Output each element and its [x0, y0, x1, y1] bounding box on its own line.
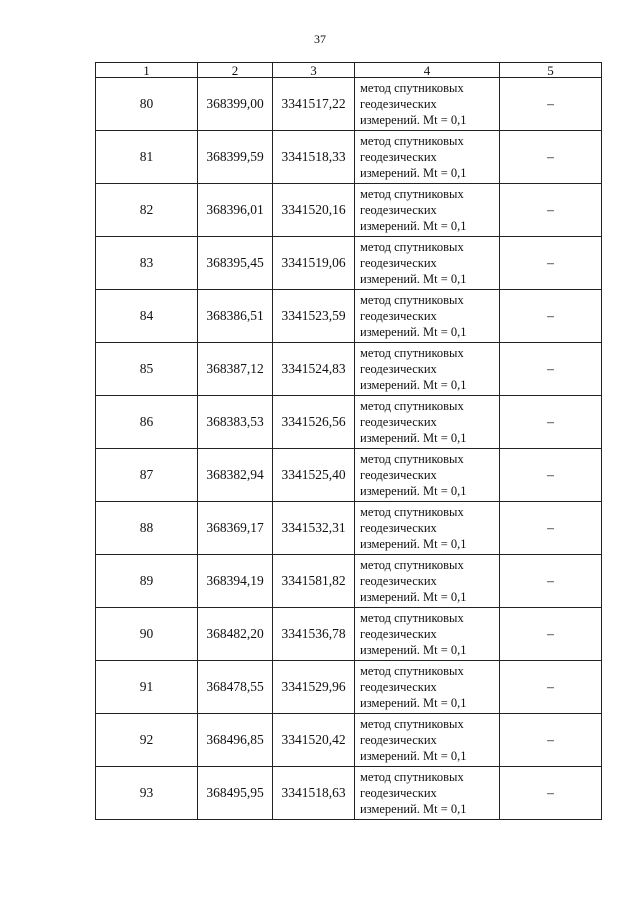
note-cell: – — [500, 343, 602, 396]
coord-x: 368382,94 — [198, 449, 273, 502]
header-col-2: 2 — [198, 63, 273, 78]
coord-y: 3341518,63 — [273, 767, 355, 820]
method-line: метод спутниковых — [360, 293, 464, 307]
method-line: метод спутниковых — [360, 558, 464, 572]
coord-y: 3341517,22 — [273, 78, 355, 131]
point-number: 84 — [96, 290, 198, 343]
coord-x: 368482,20 — [198, 608, 273, 661]
method-line: измерений. Mt = 0,1 — [360, 749, 467, 763]
note-cell: – — [500, 237, 602, 290]
method-line: геодезических — [360, 680, 437, 694]
point-number: 92 — [96, 714, 198, 767]
coord-y: 3341526,56 — [273, 396, 355, 449]
method-line: геодезических — [360, 627, 437, 641]
coord-y: 3341519,06 — [273, 237, 355, 290]
method-line: метод спутниковых — [360, 346, 464, 360]
table-row — [96, 396, 602, 449]
method-description — [355, 78, 500, 131]
method-line: измерений. Mt = 0,1 — [360, 484, 467, 498]
method-line: геодезических — [360, 256, 437, 270]
method-description — [355, 502, 500, 555]
point-number: 90 — [96, 608, 198, 661]
coord-x: 368396,01 — [198, 184, 273, 237]
method-line: геодезических — [360, 97, 437, 111]
coord-x: 368495,95 — [198, 767, 273, 820]
note-cell: – — [500, 290, 602, 343]
method-line: измерений. Mt = 0,1 — [360, 166, 467, 180]
coord-y: 3341520,42 — [273, 714, 355, 767]
method-line: метод спутниковых — [360, 611, 464, 625]
method-description — [355, 714, 500, 767]
point-number: 83 — [96, 237, 198, 290]
method-line: геодезических — [360, 733, 437, 747]
coord-x: 368399,00 — [198, 78, 273, 131]
header-col-1: 1 — [96, 63, 198, 78]
coord-y: 3341524,83 — [273, 343, 355, 396]
method-description — [355, 661, 500, 714]
method-description — [355, 608, 500, 661]
table-header-row — [96, 63, 602, 78]
table-row — [96, 661, 602, 714]
method-line: измерений. Mt = 0,1 — [360, 431, 467, 445]
method-line: измерений. Mt = 0,1 — [360, 537, 467, 551]
point-number: 89 — [96, 555, 198, 608]
method-line: геодезических — [360, 150, 437, 164]
note-cell: – — [500, 714, 602, 767]
coord-y: 3341536,78 — [273, 608, 355, 661]
point-number: 82 — [96, 184, 198, 237]
table-row — [96, 502, 602, 555]
table-row — [96, 449, 602, 502]
point-number: 86 — [96, 396, 198, 449]
coord-y: 3341529,96 — [273, 661, 355, 714]
note-cell: – — [500, 555, 602, 608]
note-cell: – — [500, 502, 602, 555]
point-number: 91 — [96, 661, 198, 714]
method-line: геодезических — [360, 415, 437, 429]
method-description — [355, 555, 500, 608]
point-number: 80 — [96, 78, 198, 131]
method-line: измерений. Mt = 0,1 — [360, 643, 467, 657]
coord-x: 368478,55 — [198, 661, 273, 714]
method-line: метод спутниковых — [360, 240, 464, 254]
table-row — [96, 78, 602, 131]
header-col-5: 5 — [500, 63, 602, 78]
point-number: 87 — [96, 449, 198, 502]
method-line: измерений. Mt = 0,1 — [360, 378, 467, 392]
header-col-3: 3 — [273, 63, 355, 78]
table-row — [96, 555, 602, 608]
method-line: метод спутниковых — [360, 81, 464, 95]
note-cell: – — [500, 131, 602, 184]
method-description — [355, 449, 500, 502]
method-description — [355, 184, 500, 237]
method-description — [355, 343, 500, 396]
coord-y: 3341532,31 — [273, 502, 355, 555]
table-row — [96, 343, 602, 396]
method-description — [355, 131, 500, 184]
coord-y: 3341518,33 — [273, 131, 355, 184]
method-line: метод спутниковых — [360, 770, 464, 784]
table-row — [96, 237, 602, 290]
method-line: измерений. Mt = 0,1 — [360, 802, 467, 816]
coord-y: 3341581,82 — [273, 555, 355, 608]
coordinates-table — [95, 62, 602, 820]
method-line: измерений. Mt = 0,1 — [360, 696, 467, 710]
method-line: измерений. Mt = 0,1 — [360, 272, 467, 286]
method-line: геодезических — [360, 203, 437, 217]
coord-x: 368395,45 — [198, 237, 273, 290]
method-line: геодезических — [360, 521, 437, 535]
note-cell: – — [500, 449, 602, 502]
coord-y: 3341520,16 — [273, 184, 355, 237]
note-cell: – — [500, 78, 602, 131]
note-cell: – — [500, 184, 602, 237]
method-description — [355, 396, 500, 449]
note-cell: – — [500, 396, 602, 449]
table-row — [96, 290, 602, 343]
method-line: геодезических — [360, 786, 437, 800]
point-number: 93 — [96, 767, 198, 820]
method-line: геодезических — [360, 574, 437, 588]
point-number: 85 — [96, 343, 198, 396]
point-number: 81 — [96, 131, 198, 184]
coord-x: 368496,85 — [198, 714, 273, 767]
coord-x: 368394,19 — [198, 555, 273, 608]
method-line: измерений. Mt = 0,1 — [360, 590, 467, 604]
coord-y: 3341525,40 — [273, 449, 355, 502]
table-row — [96, 767, 602, 820]
coord-x: 368387,12 — [198, 343, 273, 396]
method-line: метод спутниковых — [360, 664, 464, 678]
note-cell: – — [500, 661, 602, 714]
method-line: геодезических — [360, 468, 437, 482]
coord-x: 368399,59 — [198, 131, 273, 184]
coord-x: 368386,51 — [198, 290, 273, 343]
method-line: измерений. Mt = 0,1 — [360, 325, 467, 339]
method-line: измерений. Mt = 0,1 — [360, 113, 467, 127]
method-line: геодезических — [360, 309, 437, 323]
method-line: геодезических — [360, 362, 437, 376]
method-description — [355, 290, 500, 343]
point-number: 88 — [96, 502, 198, 555]
note-cell: – — [500, 767, 602, 820]
table-row — [96, 184, 602, 237]
method-line: метод спутниковых — [360, 452, 464, 466]
method-line: метод спутниковых — [360, 717, 464, 731]
coord-y: 3341523,59 — [273, 290, 355, 343]
page-number: 37 — [314, 32, 326, 46]
table-body — [96, 78, 602, 820]
method-line: измерений. Mt = 0,1 — [360, 219, 467, 233]
method-description — [355, 237, 500, 290]
table-row — [96, 608, 602, 661]
note-cell: – — [500, 608, 602, 661]
table-row — [96, 714, 602, 767]
method-line: метод спутниковых — [360, 187, 464, 201]
method-line: метод спутниковых — [360, 399, 464, 413]
header-col-4: 4 — [355, 63, 500, 78]
method-line: метод спутниковых — [360, 505, 464, 519]
method-description — [355, 767, 500, 820]
coord-x: 368383,53 — [198, 396, 273, 449]
method-line: метод спутниковых — [360, 134, 464, 148]
table-row — [96, 131, 602, 184]
coord-x: 368369,17 — [198, 502, 273, 555]
